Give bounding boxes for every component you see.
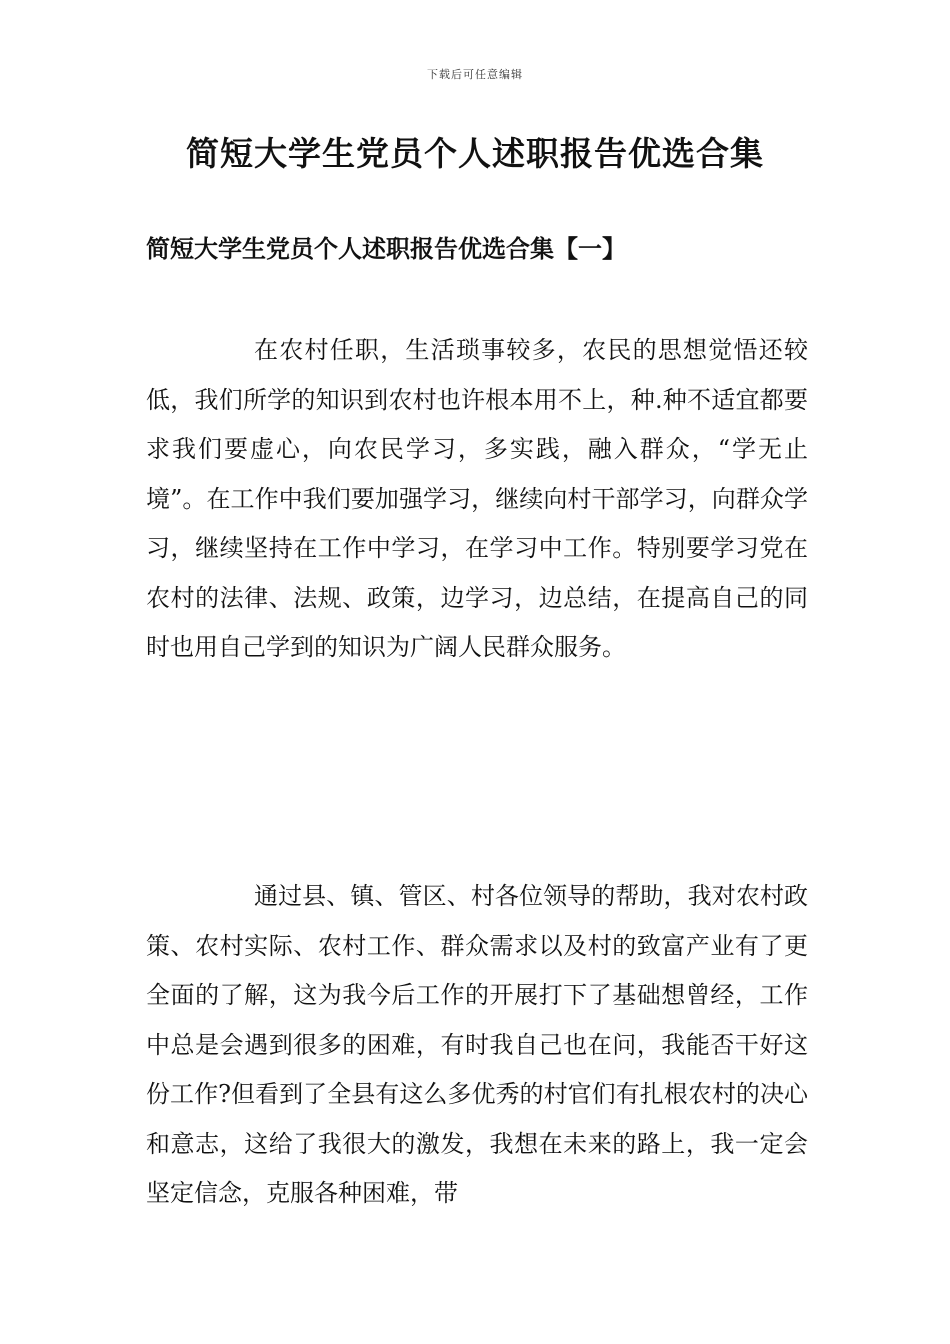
page-header-note: 下载后可任意编辑 [427,68,523,81]
section-heading: 简短大学生党员个人述职报告优选合集【一】 [146,234,626,263]
body-paragraph-2: 通过县、镇、管区、村各位领导的帮助，我对农村政策、农村实际、农村工作、群众需求以及村的致富产业有了更全面的了解，这为我今后工作的开展打下了基础想曾经，工作中总是会遇到很多的困难，有时我自己也在问，我能否干好这份工作?但看到了全县有这么多优秀的村官们有扎根农村的决心和意志，这给了我很大的激发，我想在未来的路上，我一定会坚定信念，克服各种困难，带 [146,882,808,1207]
document-title: 简短大学生党员个人述职报告优选合集 [186,134,764,173]
body-paragraph-1: 在农村任职，生活琐事较多，农民的思想觉悟还较低，我们所学的知识到农村也许根本用不上，种.种不适宜都要求我们要虚心，向农民学习，多实践，融入群众，“学无止境”。在工作中我们要加强学习，继续向村干部学习，向群众学习，继续坚持在工作中学习，在学习中工作。特别要学习党在农村的法律、法规、政策，边学习，边总结，在提高自己的同时也用自己学到的知识为广阔人民群众服务。 [146,336,808,661]
